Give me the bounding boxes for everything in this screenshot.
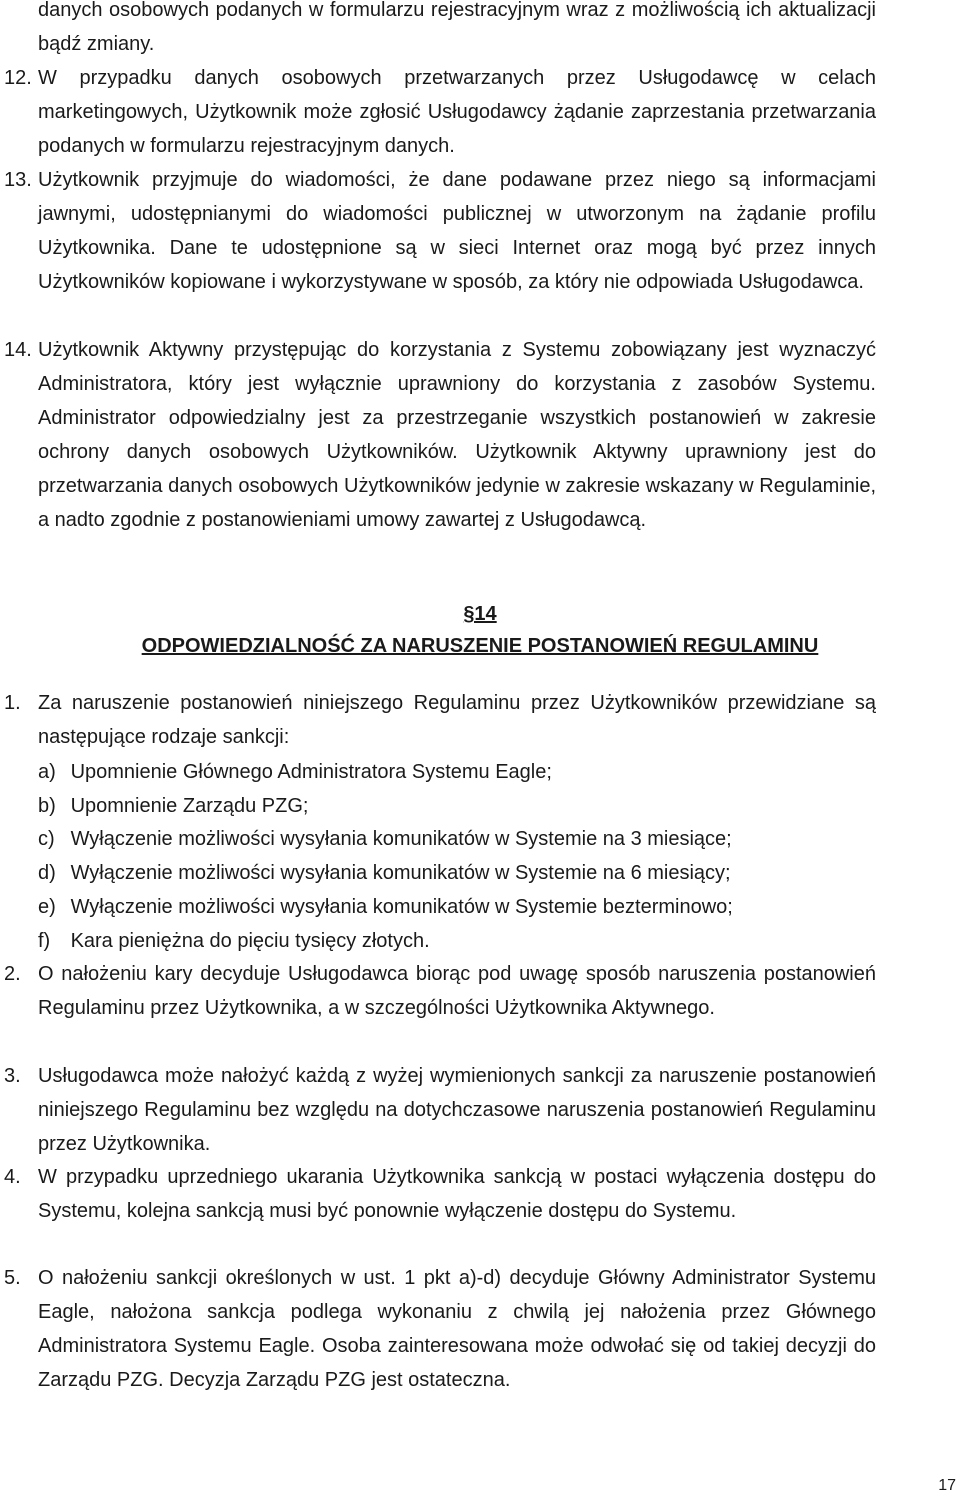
sanction-item-b [38, 789, 308, 823]
list-item-number: 2. [4, 963, 21, 985]
sanction-label: e) [38, 896, 56, 918]
sanction-label: c) [38, 828, 55, 850]
list-item-text: O nałożeniu kary decyduje Usługodawca biorąc pod uwagę sposób naruszenia postanowień Regulaminu przez Użytkownika, a w szczególności Użytkownika Aktywnego. [38, 963, 876, 1019]
list-item-text: Użytkownik Aktywny przystępując do korzystania z Systemu zobowiązany jest wyznaczyć Administratora, który jest wyłącznie uprawniony do korzystania z zasobów Systemu. Administrator odpowiedzialny jest za przestrzeganie wszystkich postanowień w zakresie ochrony danych osobowych Użytkowników. Użytkownik Aktywny uprawniony jest do przetwarzania danych osobowych Użytkowników jedynie w zakresie wskazany w Regulaminie, a nadto zgodnie z postanowieniami umowy zawartej z Usługodawcą. [38, 339, 876, 531]
page-number: 17 [938, 1477, 956, 1494]
sanction-text: Upomnienie Zarządu PZG; [70, 795, 309, 817]
list-item-text: O nałożeniu sankcji określonych w ust. 1 pkt a)-d) decyduje Główny Administrator Systemu Eagle, nałożona sankcja podlega wykonaniu z chwilą jej nałożenia przez Głównego Administratora Systemu Eagle. Osoba zainteresowana może odwołać się od takiej decyzji do Zarządu PZG. Decyzja Zarządu PZG jest ostateczna. [38, 1267, 876, 1391]
list-item-number: 5. [4, 1267, 21, 1289]
list-item-number: 12. [4, 67, 32, 89]
list-item-text: W przypadku uprzedniego ukarania Użytkownika sankcją w postaci wyłączenia dostępu do Systemu, kolejna sankcją musi być ponownie wyłączenie dostępu do Systemu. [38, 1166, 876, 1222]
list-item-number: 14. [4, 339, 32, 361]
sanction-item-d [38, 856, 731, 890]
sanction-text: Wyłączenie możliwości wysyłania komunikatów w Systemie na 6 miesiący; [70, 862, 731, 884]
list-item-text: W przypadku danych osobowych przetwarzanych przez Usługodawcę w celach marketingowych, Użytkownik może zgłosić Usługodawcy żądanie zaprzestania przetwarzania podanych w formularzu rejestracyjnym danych. [38, 67, 876, 157]
list-item-number: 4. [4, 1166, 21, 1188]
sanction-item-a [38, 755, 552, 789]
list-item-text: Za naruszenie postanowień niniejszego Regulaminu przez Użytkowników przewidziane są następujące rodzaje sankcji: [38, 692, 876, 748]
list-item-number: 13. [4, 169, 32, 191]
sanction-item-c [38, 822, 732, 856]
sanction-text: Wyłączenie możliwości wysyłania komunikatów w Systemie na 3 miesiące; [70, 828, 732, 850]
sanction-text: Kara pieniężna do pięciu tysięcy złotych. [70, 930, 430, 952]
list-item-text: Użytkownik przyjmuje do wiadomości, że dane podawane przez niego są informacjami jawnymi, udostępnianymi do wiadomości publicznej w utworzonym na żądanie profilu Użytkownika. Dane te udostępnione są w sieci Internet oraz mogą być przez innych Użytkowników kopiowane i wykorzystywane w sposób, za który nie odpowiada Usługodawca. [38, 169, 876, 293]
section-number: §14 [463, 603, 497, 625]
sanction-label: f) [38, 930, 51, 952]
sanction-label: b) [38, 795, 56, 817]
sanction-label: d) [38, 862, 56, 884]
list-item-number: 3. [4, 1065, 21, 1087]
sanction-text: Upomnienie Głównego Administratora Systemu Eagle; [70, 761, 552, 783]
sanction-item-e [38, 890, 733, 924]
sanction-text: Wyłączenie możliwości wysyłania komunikatów w Systemie bezterminowo; [70, 896, 733, 918]
sanction-label: a) [38, 761, 56, 783]
section-title: ODPOWIEDZIALNOŚĆ ZA NARUSZENIE POSTANOWIEŃ REGULAMINU [141, 635, 819, 657]
list-item-text: Usługodawca może nałożyć każdą z wyżej wymienionych sankcji za naruszenie postanowień niniejszego Regulaminu bez względu na dotychczasowe naruszenia postanowień Regulaminu przez Użytkownika. [38, 1065, 876, 1155]
sanction-item-f [38, 924, 430, 958]
paragraph-text: danych osobowych podanych w formularzu rejestracyjnym wraz z możliwością ich aktualizacji bądź zmiany. [38, 0, 876, 55]
list-item-number: 1. [4, 692, 21, 714]
